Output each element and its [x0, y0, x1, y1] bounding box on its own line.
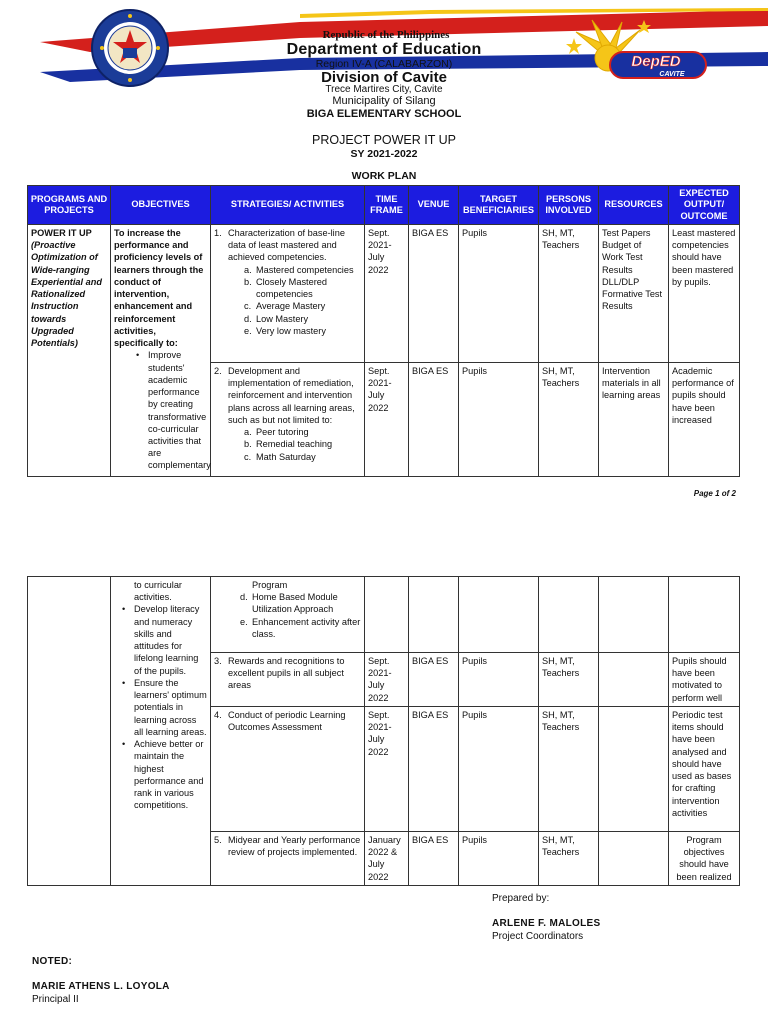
page-number: Page 1 of 2 — [693, 489, 736, 498]
target-cell: Pupils — [459, 363, 539, 477]
activity-text: Development and implementation of remediation, reinforcement and intervention plans across all learning areas, such as but not limited to: — [228, 366, 355, 425]
program-cell — [28, 225, 111, 477]
list-item: • Achieve better or maintain the highest performance and rank in various competitions. — [122, 739, 204, 811]
table-row — [28, 225, 740, 363]
header-resources: RESOURCES — [599, 186, 669, 225]
time-frame-cell: Sept. 2021-July 2022 — [365, 706, 409, 831]
activity-cell: 1. Characterization of base-line data of least mastered and achieved competencies. a. Mastered competencies b. Closely Mastered competencies c. Average Mastery d. Low Mastery e. Very low mastery — [211, 225, 365, 363]
activity-cell: 4. Conduct of periodic Learning Outcomes Assessment — [211, 706, 365, 831]
list-item: e. Very low mastery — [244, 325, 326, 336]
prepared-by-label: Prepared by: — [492, 893, 550, 904]
persons-cell: SH, MT, Teachers — [539, 653, 599, 707]
time-frame-cell: January 2022 & July 2022 — [365, 831, 409, 885]
persons-cell: SH, MT, Teachers — [539, 831, 599, 885]
activity-cell: 3. Rewards and recognitions to excellent pupils in all subject areas — [211, 653, 365, 707]
list-item: c. Average Mastery — [244, 301, 326, 312]
resources-cell — [599, 706, 669, 831]
header-strategies: STRATEGIES/ ACTIVITIES — [211, 186, 365, 225]
work-plan-table-page1 — [27, 185, 740, 477]
persons-cell: SH, MT, Teachers — [539, 706, 599, 831]
letterhead — [0, 0, 768, 95]
objective-intro: To increase the performance and proficiency levels of learners through the conduct of intervention, enhancement and reinforcement activities, specifically to: — [114, 228, 204, 349]
outcome-cell: Pupils should have been motivated to perform well — [669, 653, 740, 707]
activity-cell: 2. Development and implementation of remediation, reinforcement and intervention plans across all learning areas, such as but not limited to: a. Peer tutoring b. Remedial teaching c. Math Saturday — [211, 363, 365, 477]
resources-cell: Intervention materials in all learning areas — [599, 363, 669, 477]
division-name: Division of Cavite — [321, 68, 447, 86]
resources-cell — [599, 653, 669, 707]
objectives-cell — [111, 225, 211, 477]
deped-seal-icon — [90, 8, 170, 88]
objectives-cell — [111, 577, 211, 886]
header-persons: PERSONS INVOLVED — [539, 186, 599, 225]
resources-cell — [599, 831, 669, 885]
time-frame-cell: Sept. 2021-July 2022 — [365, 225, 409, 363]
outcome-cell: Academic performance of pupils should have been increased — [669, 363, 740, 477]
list-item: e. Enhancement activity after class. — [240, 616, 361, 639]
region-line: Region IV-A (CALABARZON) — [315, 58, 453, 70]
venue-cell: BIGA ES — [409, 363, 459, 477]
venue-cell: BIGA ES — [409, 653, 459, 707]
list-item: • Improve students' academic performance by creating transformative co-curricular activities that are complementary — [136, 350, 211, 471]
school-year: SY 2021-2022 — [350, 148, 418, 160]
work-plan-label: WORK PLAN — [351, 170, 417, 182]
list-item: b. Closely Mastered competencies — [244, 276, 327, 300]
activity-text: Characterization of base-line data of least mastered and achieved competencies. — [228, 228, 345, 263]
activity-cell: 5. Midyear and Yearly performance review of projects implemented. — [211, 831, 365, 885]
header-objectives: OBJECTIVES — [111, 186, 211, 225]
target-cell: Pupils — [459, 831, 539, 885]
svg-text:CAVITE: CAVITE — [659, 71, 685, 78]
municipality: Municipality of Silang — [332, 95, 436, 107]
work-plan-table-page2 — [27, 576, 740, 886]
list-item: c. Math Saturday — [244, 451, 316, 462]
header-time-frame: TIME FRAME — [365, 186, 409, 225]
list-item: d. Home Based Module Utilization Approach — [240, 592, 338, 615]
header-target: TARGET BENEFICIARIES — [459, 186, 539, 225]
noted-label: NOTED: — [32, 956, 73, 967]
activity-cell: Program d. Home Based Module Utilization Approach e. Enhancement activity after class. — [211, 577, 365, 653]
persons-cell: SH, MT, Teachers — [539, 363, 599, 477]
program-expansion: (Proactive Optimization of Wide-ranging Experiential and Rationalized Instruction towards Upgraded Potentials) — [31, 240, 102, 349]
objective-continued: to curricular activities. — [134, 580, 182, 603]
list-item: a. Peer tutoring — [244, 427, 309, 438]
outcome-cell: Program objectives should have been realized — [669, 831, 740, 885]
city-line: Trece Martires City, Cavite — [325, 83, 443, 95]
department-name: Department of Education — [286, 41, 482, 58]
program-cell — [28, 577, 111, 886]
list-item: b. Remedial teaching — [244, 439, 333, 450]
svg-text:DepED: DepED — [631, 53, 681, 70]
header-outcome: EXPECTED OUTPUT/ OUTCOME — [669, 186, 740, 225]
list-item: a. Mastered competencies — [244, 264, 354, 275]
target-cell: Pupils — [459, 706, 539, 831]
list-item: • Ensure the learners' optimum potentials in learning across all learning areas. — [122, 677, 207, 737]
header-venue: VENUE — [409, 186, 459, 225]
time-frame-cell: Sept. 2021-July 2022 — [365, 653, 409, 707]
table-header-row — [28, 186, 740, 225]
header-programs: PROGRAMS AND PROJECTS — [28, 186, 111, 225]
target-cell: Pupils — [459, 653, 539, 707]
venue-cell: BIGA ES — [409, 831, 459, 885]
resources-cell: Test Papers Budget of Work Test Results DLL/DLP Formative Test Results — [599, 225, 669, 363]
outcome-cell: Periodic test items should have been analysed and should have used as bases for crafting intervention activities — [669, 706, 740, 831]
venue-cell: BIGA ES — [409, 225, 459, 363]
prepared-by-name: ARLENE F. MALOLES — [492, 918, 601, 929]
noted-name: MARIE ATHENS L. LOYOLA — [32, 981, 170, 992]
persons-cell: SH, MT, Teachers — [539, 225, 599, 363]
program-name: POWER IT UP — [31, 228, 92, 238]
project-title: PROJECT POWER IT UP — [311, 133, 456, 147]
school-name: BIGA ELEMENTARY SCHOOL — [306, 108, 462, 120]
venue-cell: BIGA ES — [409, 706, 459, 831]
noted-role: Principal II — [32, 994, 79, 1005]
outcome-cell: Least mastered competencies should have been mastered by pupils. — [669, 225, 740, 363]
list-item: • Develop literacy and numeracy skills and attitudes for lifelong learning of the pupils. — [122, 604, 200, 676]
deped-cavite-logo-icon — [564, 18, 714, 88]
time-frame-cell: Sept. 2021-July 2022 — [365, 363, 409, 477]
list-item: d. Low Mastery — [244, 313, 309, 324]
target-cell: Pupils — [459, 225, 539, 363]
table-row — [28, 577, 740, 653]
prepared-by-role: Project Coordinators — [492, 931, 584, 942]
republic-line: Republic of the Philippines — [322, 29, 450, 41]
